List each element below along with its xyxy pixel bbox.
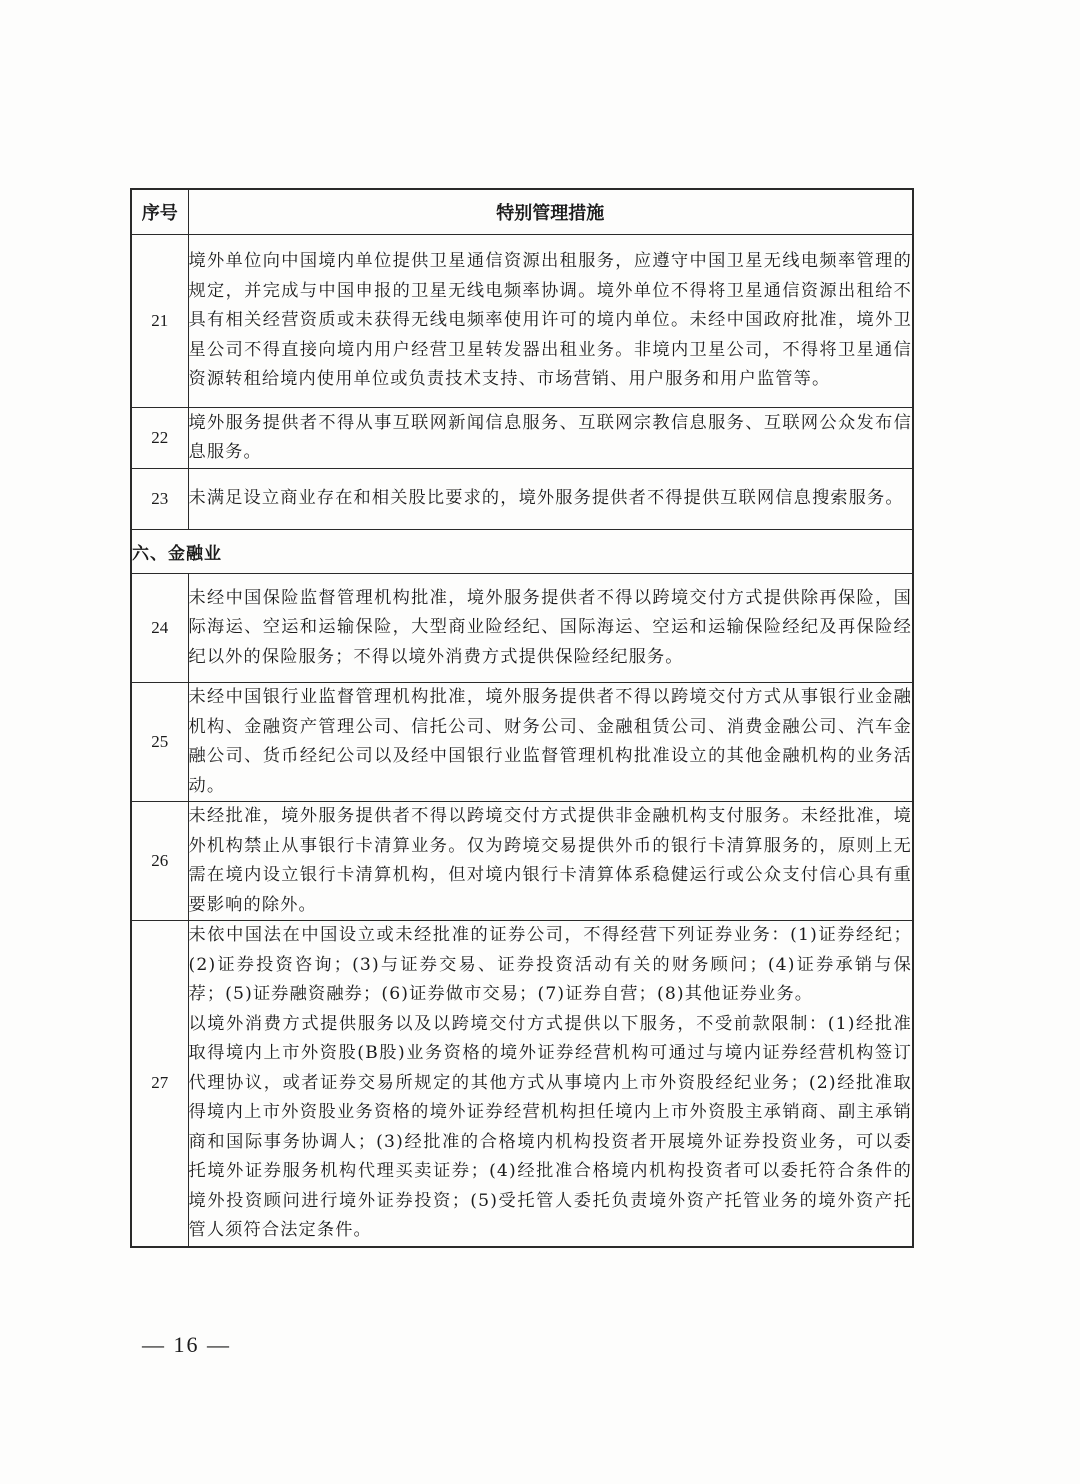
row-number: 25	[131, 683, 188, 802]
section-row	[131, 530, 913, 574]
row-paragraph: 未依中国法在中国设立或未经批准的证券公司，不得经营下列证券业务：(1)证券经纪；(2)证券投资咨询；(3)与证券交易、证券投资活动有关的财务顾问；(4)证券承销与保荐；(5)证券融资融券；(6)证券做市交易；(7)证券自营；(8)其他证券业务。	[188, 925, 912, 1004]
table-row	[131, 802, 913, 921]
row-paragraph: 未经批准，境外服务提供者不得以跨境交付方式提供非金融机构支付服务。未经批准，境外机构禁止从事银行卡清算业务。仅为跨境交易提供外币的银行卡清算服务的，原则上无需在境内设立银行卡清算机构，但对境内银行卡清算体系稳健运行或公众支付信心具有重要影响的除外。	[188, 806, 912, 915]
header-measure: 特别管理措施	[188, 189, 913, 235]
row-paragraph: 境外服务提供者不得从事互联网新闻信息服务、互联网宗教信息服务、互联网公众发布信息服务。	[188, 412, 912, 462]
row-number: 27	[131, 921, 188, 1247]
row-paragraph: 未经中国银行业监督管理机构批准，境外服务提供者不得以跨境交付方式从事银行业金融机构、金融资产管理公司、信托公司、财务公司、金融租赁公司、消费金融公司、汽车金融公司、货币经纪公司以及经中国银行业监督管理机构批准设立的其他金融机构的业务活动。	[188, 687, 912, 796]
row-number: 24	[131, 574, 188, 683]
row-text	[188, 921, 913, 1247]
special-measures-table	[130, 188, 914, 1248]
page-number: — 16 —	[142, 1332, 231, 1357]
row-number: 26	[131, 802, 188, 921]
table-row	[131, 574, 913, 683]
section-title: 六、金融业	[131, 530, 913, 574]
table-header-row	[131, 189, 913, 235]
table-row	[131, 408, 913, 469]
table-row	[131, 469, 913, 530]
table-row	[131, 235, 913, 408]
row-text	[188, 235, 913, 408]
row-paragraph: 未满足设立商业存在和相关股比要求的，境外服务提供者不得提供互联网信息搜索服务。	[188, 488, 904, 509]
table-row	[131, 683, 913, 802]
row-number: 22	[131, 408, 188, 469]
table-row	[131, 921, 913, 1247]
header-num: 序号	[131, 189, 188, 235]
row-paragraph: 以境外消费方式提供服务以及以跨境交付方式提供以下服务，不受前款限制：(1)经批准取得境内上市外资股(B股)业务资格的境外证券经营机构可通过与境内证券经营机构签订代理协议，或者证券交易所规定的其他方式从事境内上市外资股经纪业务；(2)经批准取得境内上市外资股业务资格的境外证券经营机构担任境内上市外资股主承销商、副主承销商和国际事务协调人；(3)经批准的合格境内机构投资者开展境外证券投资业务，可以委托境外证券服务机构代理买卖证券；(4)经批准合格境内机构投资者可以委托符合条件的境外投资顾问进行境外证券投资；(5)受托管人委托负责境外资产托管业务的境外资产托管人须符合法定条件。	[188, 1013, 912, 1240]
row-number: 23	[131, 469, 188, 530]
row-text	[188, 574, 913, 683]
row-text	[188, 802, 913, 921]
row-text	[188, 683, 913, 802]
row-paragraph: 未经中国保险监督管理机构批准，境外服务提供者不得以跨境交付方式提供除再保险，国际海运、空运和运输保险，大型商业险经纪、国际海运、空运和运输保险经纪及再保险经纪以外的保险服务；不得以境外消费方式提供保险经纪服务。	[188, 587, 912, 667]
row-text	[188, 469, 913, 530]
row-paragraph: 境外单位向中国境内单位提供卫星通信资源出租服务，应遵守中国卫星无线电频率管理的规定，并完成与中国申报的卫星无线电频率协调。境外单位不得将卫星通信资源出租给不具有相关经营资质或未获得无线电频率使用许可的境内单位。未经中国政府批准，境外卫星公司不得直接向境内用户经营卫星转发器出租业务。非境内卫星公司，不得将卫星通信资源转租给境内使用单位或负责技术支持、市场营销、用户服务和用户监管等。	[188, 251, 912, 390]
row-number: 21	[131, 235, 188, 408]
row-text	[188, 408, 913, 469]
